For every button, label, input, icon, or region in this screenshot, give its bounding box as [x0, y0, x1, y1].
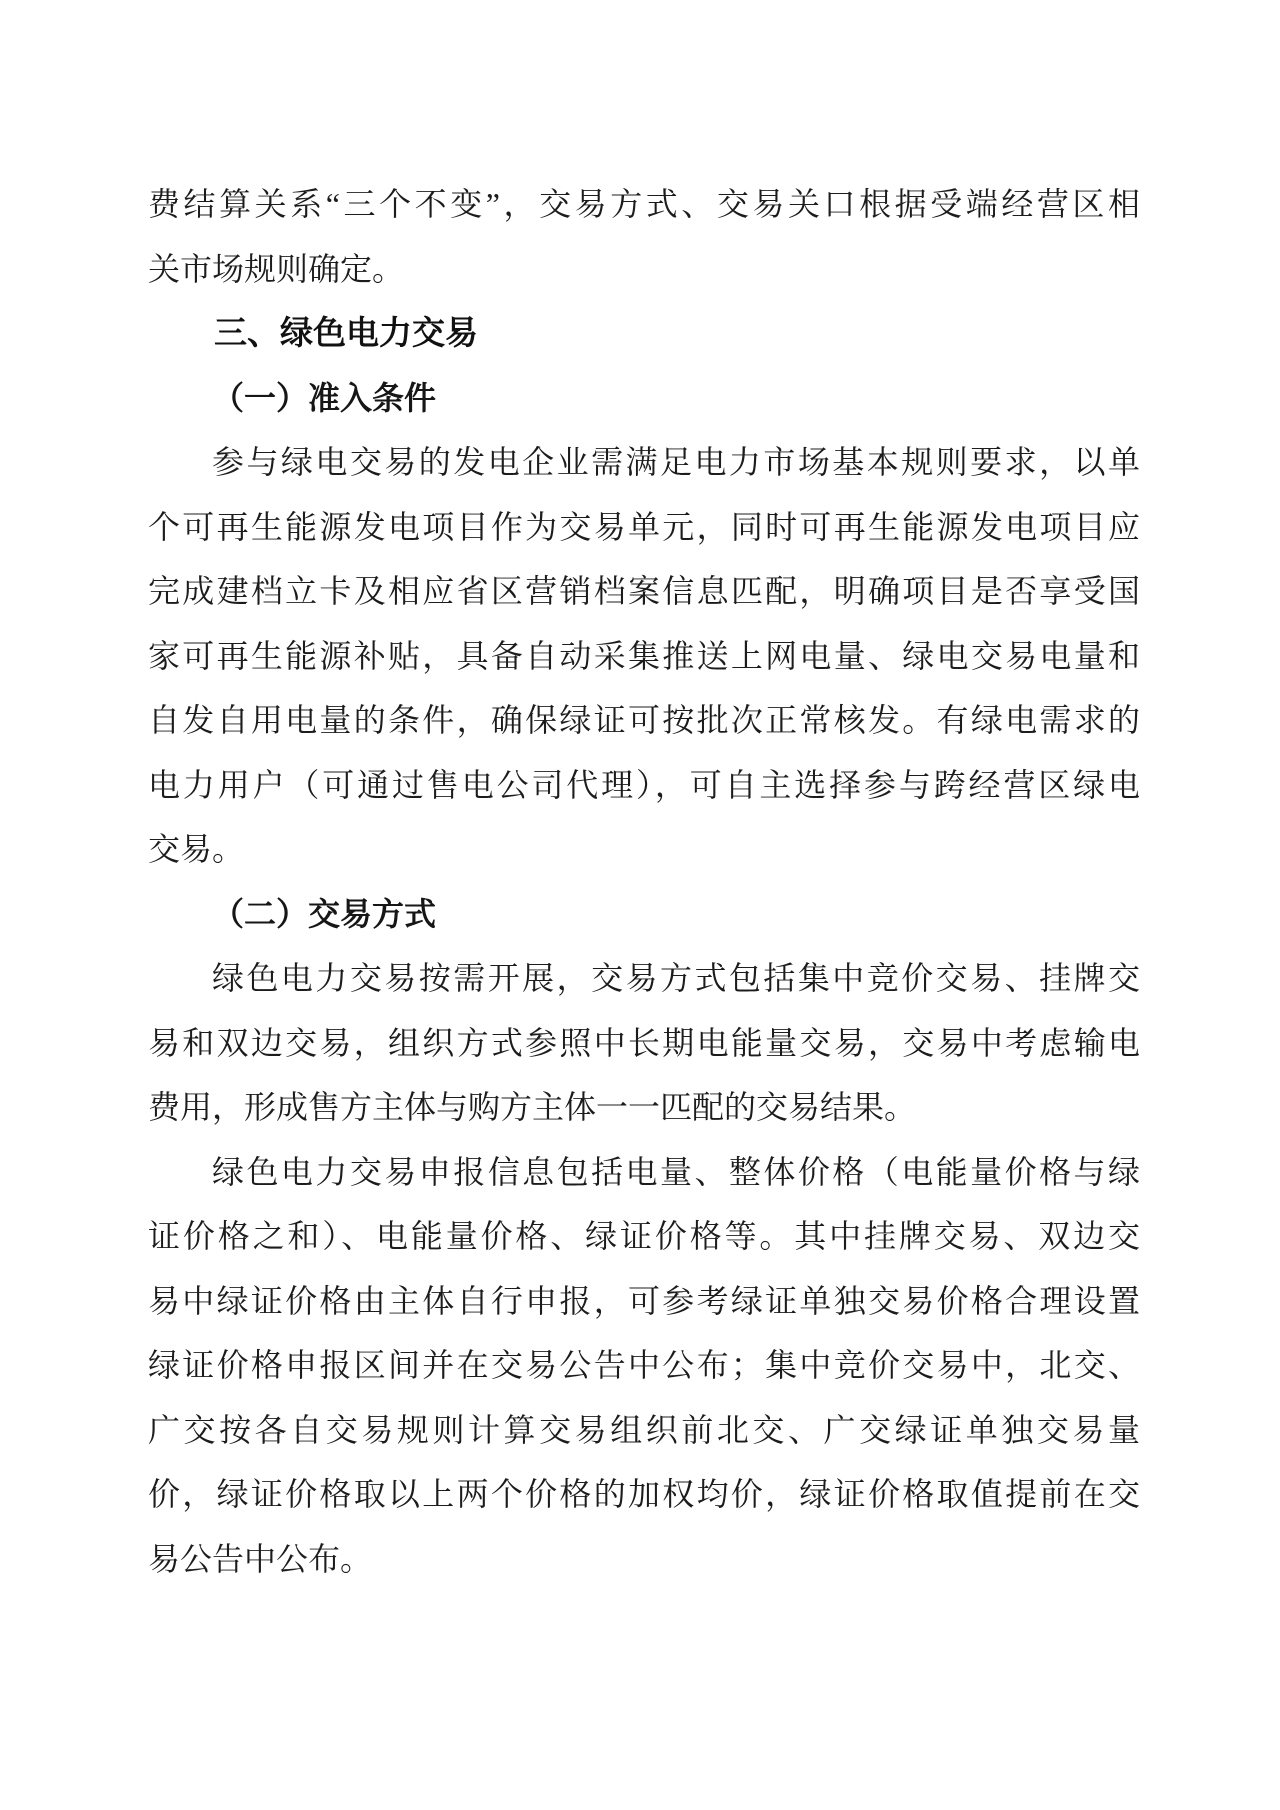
body-line: 价，绿证价格取以上两个价格的加权均价，绿证价格取值提前在交 [148, 1476, 1140, 1512]
body-line: 费结算关系“三个不变”，交易方式、交易关口根据受端经营区相 [148, 186, 1140, 222]
body-line: 完成建档立卡及相应省区营销档案信息匹配，明确项目是否享受国 [148, 573, 1140, 609]
body-line: 个可再生能源发电项目作为交易单元，同时可再生能源发电项目应 [148, 508, 1140, 545]
body-line: 广交按各自交易规则计算交易组织前北交、广交绿证单独交易量 [148, 1411, 1140, 1448]
body-line: 证价格之和）、电能量价格、绿证价格等。其中挂牌交易、双边交 [148, 1218, 1140, 1254]
body-line: 费用，形成售方主体与购方主体一一匹配的交易结果。 [148, 1089, 917, 1125]
body-line: 家可再生能源补贴，具备自动采集推送上网电量、绿电交易电量和 [148, 637, 1140, 674]
body-line: 易中绿证价格由主体自行申报，可参考绿证单独交易价格合理设置 [148, 1282, 1140, 1319]
subsection-heading: （一）准入条件 [212, 379, 437, 416]
body-line: 交易。 [148, 831, 245, 867]
subsection-heading: （二）交易方式 [212, 895, 437, 932]
document-text-column [148, 172, 1140, 1591]
body-line: 绿色电力交易申报信息包括电量、整体价格（电能量价格与绿 [212, 1153, 1140, 1190]
body-line: 参与绿电交易的发电企业需满足电力市场基本规则要求，以单 [212, 444, 1140, 480]
body-line: 易公告中公布。 [148, 1540, 373, 1577]
body-line: 电力用户（可通过售电公司代理），可自主选择参与跨经营区绿电 [148, 766, 1140, 803]
body-line: 自发自用电量的条件，确保绿证可按批次正常核发。有绿电需求的 [148, 702, 1140, 738]
body-line: 易和双边交易，组织方式参照中长期电能量交易，交易中考虑输电 [148, 1024, 1140, 1061]
section-heading: 三、绿色电力交易 [214, 314, 478, 351]
body-line: 绿证价格申报区间并在交易公告中公布；集中竞价交易中，北交、 [148, 1347, 1140, 1383]
body-line: 绿色电力交易按需开展，交易方式包括集中竞价交易、挂牌交 [212, 960, 1140, 996]
body-line: 关市场规则确定。 [148, 250, 405, 287]
